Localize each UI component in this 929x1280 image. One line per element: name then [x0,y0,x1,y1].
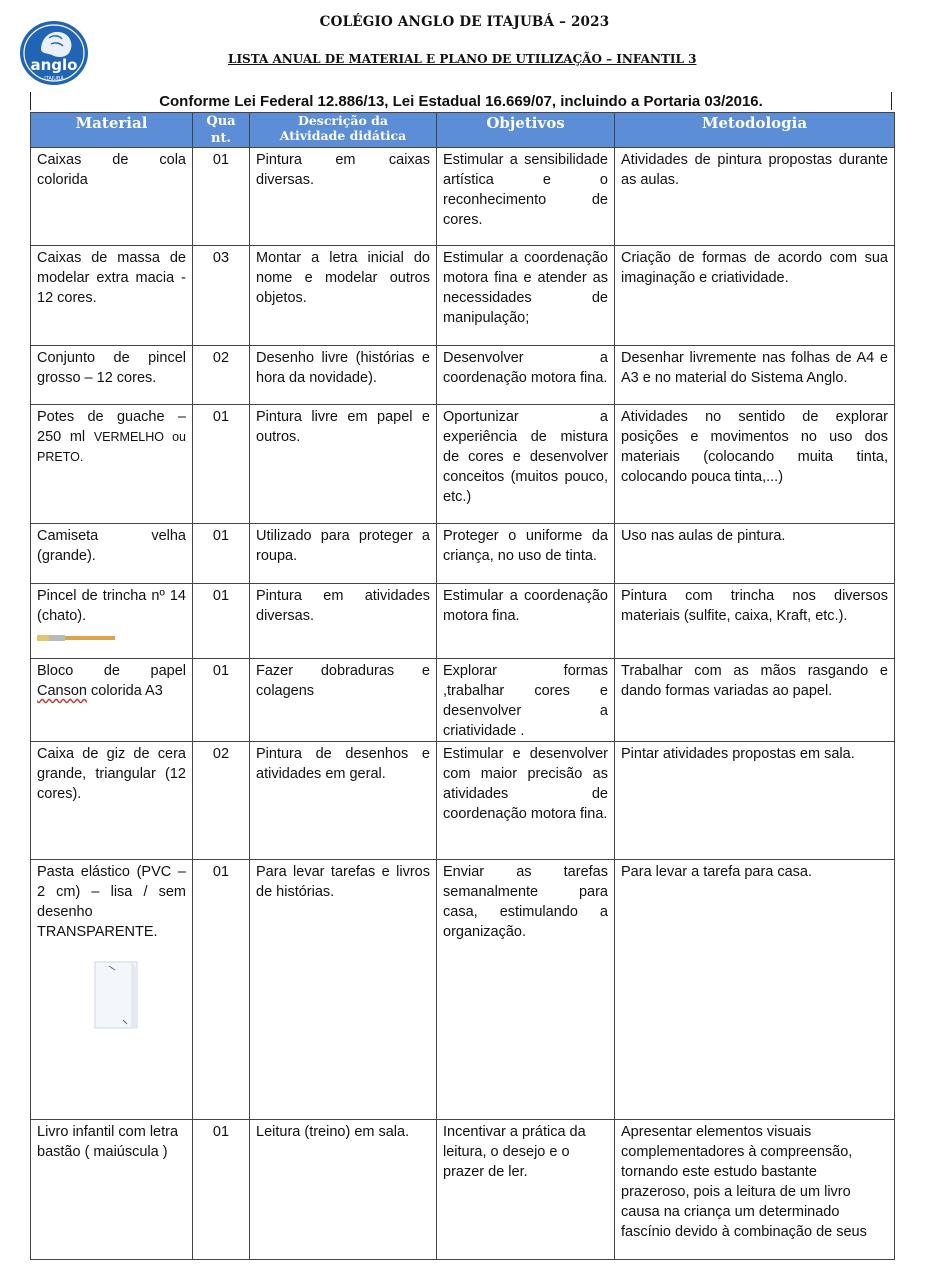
table-header-row [31,113,895,148]
cell-material [31,405,193,524]
cell-description: Pintura de desenhos e atividades em geral. [250,742,437,860]
cell-methodology: Apresentar elementos visuais complementadores à compreensão, tornando este estudo bastante prazeroso, pois a leitura de um livro causa na criança um determinado fascínio devido à combinação de seus [615,1120,895,1260]
cell-quantity: 02 [193,346,250,405]
table-row [31,584,895,659]
cell-material: Caixa de giz de cera grande, triangular (12 cores). [31,742,193,860]
header-objectives: Objetivos [437,113,615,148]
material-main-text: Potes de guache – 250 ml [37,409,186,445]
svg-text:ITAJUBÁ: ITAJUBÁ [44,76,64,82]
cell-methodology: Uso nas aulas de pintura. [615,524,895,584]
table-row [31,148,895,246]
cell-quantity: 01 [193,524,250,584]
svg-text:anglo: anglo [30,56,78,74]
cell-material: Livro infantil com letra bastão ( maiúscula ) [31,1120,193,1260]
cell-quantity: 02 [193,742,250,860]
table-row [31,346,895,405]
brush-image [37,634,115,642]
material-table [30,112,895,1260]
material-text: Pasta elástico (PVC – 2 cm) – lisa / sem desenho TRANSPARENTE. [37,864,186,940]
cell-methodology: Pintar atividades propostas em sala. [615,742,895,860]
header-material: Material [31,113,193,148]
cell-material [31,659,193,742]
cell-description: Pintura livre em papel e outros. [250,405,437,524]
cell-material [31,584,193,659]
cell-objective: Estimular a coordenação motora fina. [437,584,615,659]
cell-objective: Estimular a coordenação motora fina e atender as necessidades de manipulação; [437,246,615,346]
header-description-line1: Descrição da [297,113,388,128]
table-row [31,860,895,1120]
school-title: COLÉGIO ANGLO DE ITAJUBÁ – 2023 [319,14,610,30]
cell-quantity: 01 [193,860,250,1120]
cell-description: Utilizado para proteger a roupa. [250,524,437,584]
table-row [31,524,895,584]
cell-objective: Desenvolver a coordenação motora fina. [437,346,615,405]
cell-material: Conjunto de pincel grosso – 12 cores. [31,346,193,405]
cell-description: Fazer dobraduras e colagens [250,659,437,742]
material-color-text: VERMELHO ou PRETO. [37,430,186,464]
table-row [31,1120,895,1260]
cell-description: Para levar tarefas e livros de histórias. [250,860,437,1120]
material-text: Pincel de trincha nº 14 (chato). [37,588,186,624]
folder-image [93,960,141,1030]
cell-methodology: Trabalhar com as mãos rasgando e dando formas variadas ao papel. [615,659,895,742]
cell-quantity: 01 [193,148,250,246]
cell-objective: Incentivar a prática da leitura, o desejo e o prazer de ler. [437,1120,615,1260]
cell-methodology: Para levar a tarefa para casa. [615,860,895,1120]
header-methodology: Metodologia [615,113,895,148]
cell-objective: Enviar as tarefas semanalmente para casa, estimulando a organização. [437,860,615,1120]
table-row [31,659,895,742]
cell-objective: Oportunizar a experiência de mistura de cores e desenvolver conceitos (muitos pouco, etc.) [437,405,615,524]
cell-material: Caixas de massa de modelar extra macia - 12 cores. [31,246,193,346]
material-text-underlined: Canson [37,683,87,699]
header-description-line2: Atividade didática [279,128,407,143]
cell-quantity: 01 [193,405,250,524]
header-quantity-line2: nt. [211,131,231,146]
header-description [250,113,437,148]
cell-description: Montar a letra inicial do nome e modelar outros objetos. [250,246,437,346]
cell-objective: Estimular a sensibilidade artística e o reconhecimento de cores. [437,148,615,246]
cell-objective: Estimular e desenvolver com maior precisão as atividades de coordenação motora fina. [437,742,615,860]
header-quantity-line1: Qua [206,114,236,129]
cell-methodology: Desenhar livremente nas folhas de A4 e A3 e no material do Sistema Anglo. [615,346,895,405]
cell-methodology: Atividades de pintura propostas durante as aulas. [615,148,895,246]
table-row [31,742,895,860]
cell-description: Pintura em caixas diversas. [250,148,437,246]
list-title: LISTA ANUAL DE MATERIAL E PLANO DE UTILIZAÇÃO – INFANTIL 3 [228,52,697,66]
table-row [31,405,895,524]
cell-description: Pintura em atividades diversas. [250,584,437,659]
header-quantity [193,113,250,148]
cell-material: Caixas de cola colorida [31,148,193,246]
material-text-pre: Bloco de papel [37,663,186,679]
cell-quantity: 01 [193,1120,250,1260]
cell-objective: Explorar formas ,trabalhar cores e desenvolver a criatividade . [437,659,615,742]
table-row [31,246,895,346]
cell-material: Camiseta velha (grande). [31,524,193,584]
cell-quantity: 01 [193,659,250,742]
cell-quantity: 01 [193,584,250,659]
cell-methodology: Atividades no sentido de explorar posições e movimentos no uso dos materiais (colocando muita tinta, colocando pouca tinta,...) [615,405,895,524]
cell-description: Leitura (treino) em sala. [250,1120,437,1260]
law-notice: Conforme Lei Federal 12.886/13, Lei Estadual 16.669/07, incluindo a Portaria 03/2016. [30,92,892,110]
cell-methodology: Criação de formas de acordo com sua imaginação e criatividade. [615,246,895,346]
material-text-post: colorida A3 [86,683,163,699]
cell-description: Desenho livre (histórias e hora da novidade). [250,346,437,405]
cell-methodology: Pintura com trincha nos diversos materiais (sulfite, caixa, Kraft, etc.). [615,584,895,659]
cell-quantity: 03 [193,246,250,346]
cell-objective: Proteger o uniforme da criança, no uso de tinta. [437,524,615,584]
cell-material [31,860,193,1120]
